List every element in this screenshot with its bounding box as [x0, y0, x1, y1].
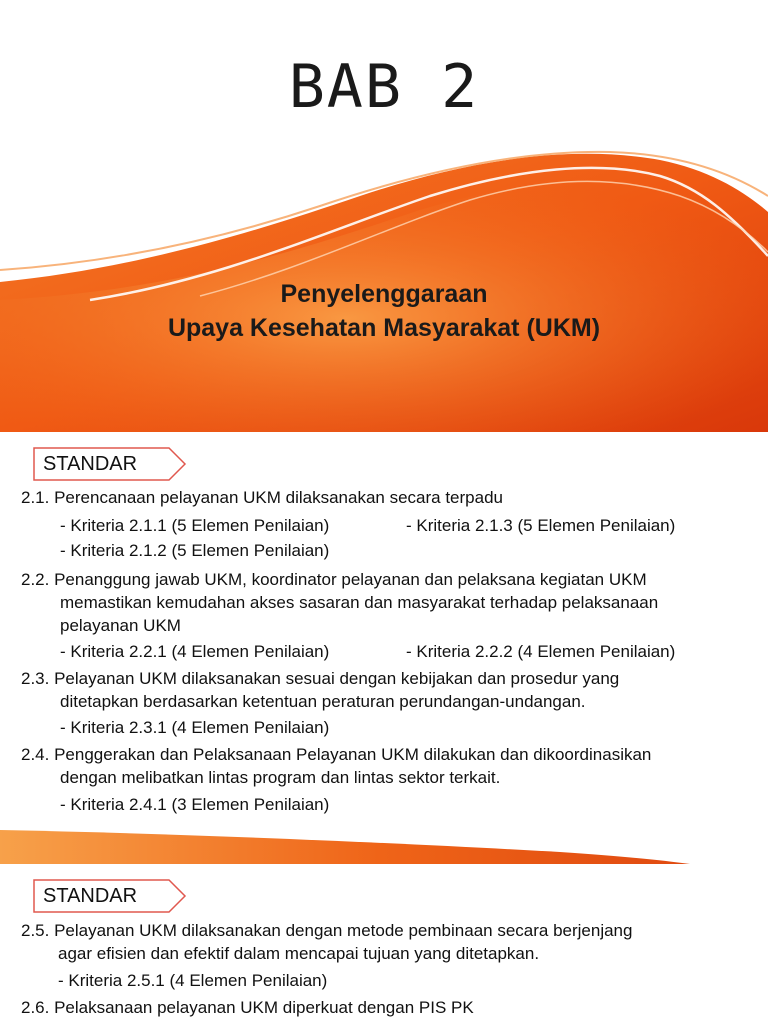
title-slide — [0, 0, 768, 432]
criteria-2-1-3: - Kriteria 2.1.3 (5 Elemen Penilaian) — [406, 516, 676, 535]
standard-2-2-line-2: memastikan kemudahan akses sasaran dan masyarakat terhadap pelaksanaan — [60, 593, 659, 612]
standard-2-2-line-3: pelayanan UKM — [60, 616, 181, 635]
standar-tag — [33, 878, 193, 914]
orange-wave-decoration — [0, 0, 768, 432]
standar-label: STANDAR — [43, 885, 138, 907]
subtitle-line-1: Penyelenggaraan — [280, 280, 488, 308]
standard-2-6: 2.6. Pelaksanaan pelayanan UKM diperkuat dengan PIS PK — [21, 998, 474, 1017]
standard-2-2-line-1: 2.2. Penanggung jawab UKM, koordinator pelayanan dan pelaksana kegiatan UKM — [21, 570, 647, 589]
standard-2-5-line-1: 2.5. Pelayanan UKM dilaksanakan dengan metode pembinaan secara berjenjang — [21, 921, 633, 940]
criteria-2-1-2: - Kriteria 2.1.2 (5 Elemen Penilaian) — [60, 541, 330, 560]
subtitle-line-2: Upaya Kesehatan Masyarakat (UKM) — [167, 314, 601, 342]
criteria-2-4-1: - Kriteria 2.4.1 (3 Elemen Penilaian) — [60, 795, 330, 814]
standar-label: STANDAR — [43, 453, 138, 475]
bottom-orange-swoosh — [0, 814, 768, 864]
criteria-2-3-1: - Kriteria 2.3.1 (4 Elemen Penilaian) — [60, 718, 330, 737]
criteria-2-5-1: - Kriteria 2.5.1 (4 Elemen Penilaian) — [58, 971, 328, 990]
standard-2-5-line-2: agar efisien dan efektif dalam mencapai tujuan yang ditetapkan. — [58, 944, 540, 963]
chapter-title: BAB 2 — [288, 52, 480, 122]
standards-slide-1 — [0, 432, 768, 864]
criteria-2-1-1: - Kriteria 2.1.1 (5 Elemen Penilaian) — [60, 516, 330, 535]
standard-2-4-line-1: 2.4. Penggerakan dan Pelaksanaan Pelayanan UKM dilakukan dan dikoordinasikan — [21, 745, 652, 764]
standard-2-1: 2.1. Perencanaan pelayanan UKM dilaksanakan secara terpadu — [21, 488, 503, 507]
standard-2-4-line-2: dengan melibatkan lintas program dan lintas sektor terkait. — [60, 768, 501, 787]
criteria-2-2-1: - Kriteria 2.2.1 (4 Elemen Penilaian) — [60, 642, 330, 661]
standard-2-3-line-2: ditetapkan berdasarkan ketentuan peraturan perundangan-undangan. — [60, 692, 586, 711]
standards-slide-2 — [0, 864, 768, 1024]
standar-tag — [33, 446, 193, 482]
standard-2-3-line-1: 2.3. Pelayanan UKM dilaksanakan sesuai dengan kebijakan dan prosedur yang — [21, 669, 620, 688]
criteria-2-2-2: - Kriteria 2.2.2 (4 Elemen Penilaian) — [406, 642, 676, 661]
